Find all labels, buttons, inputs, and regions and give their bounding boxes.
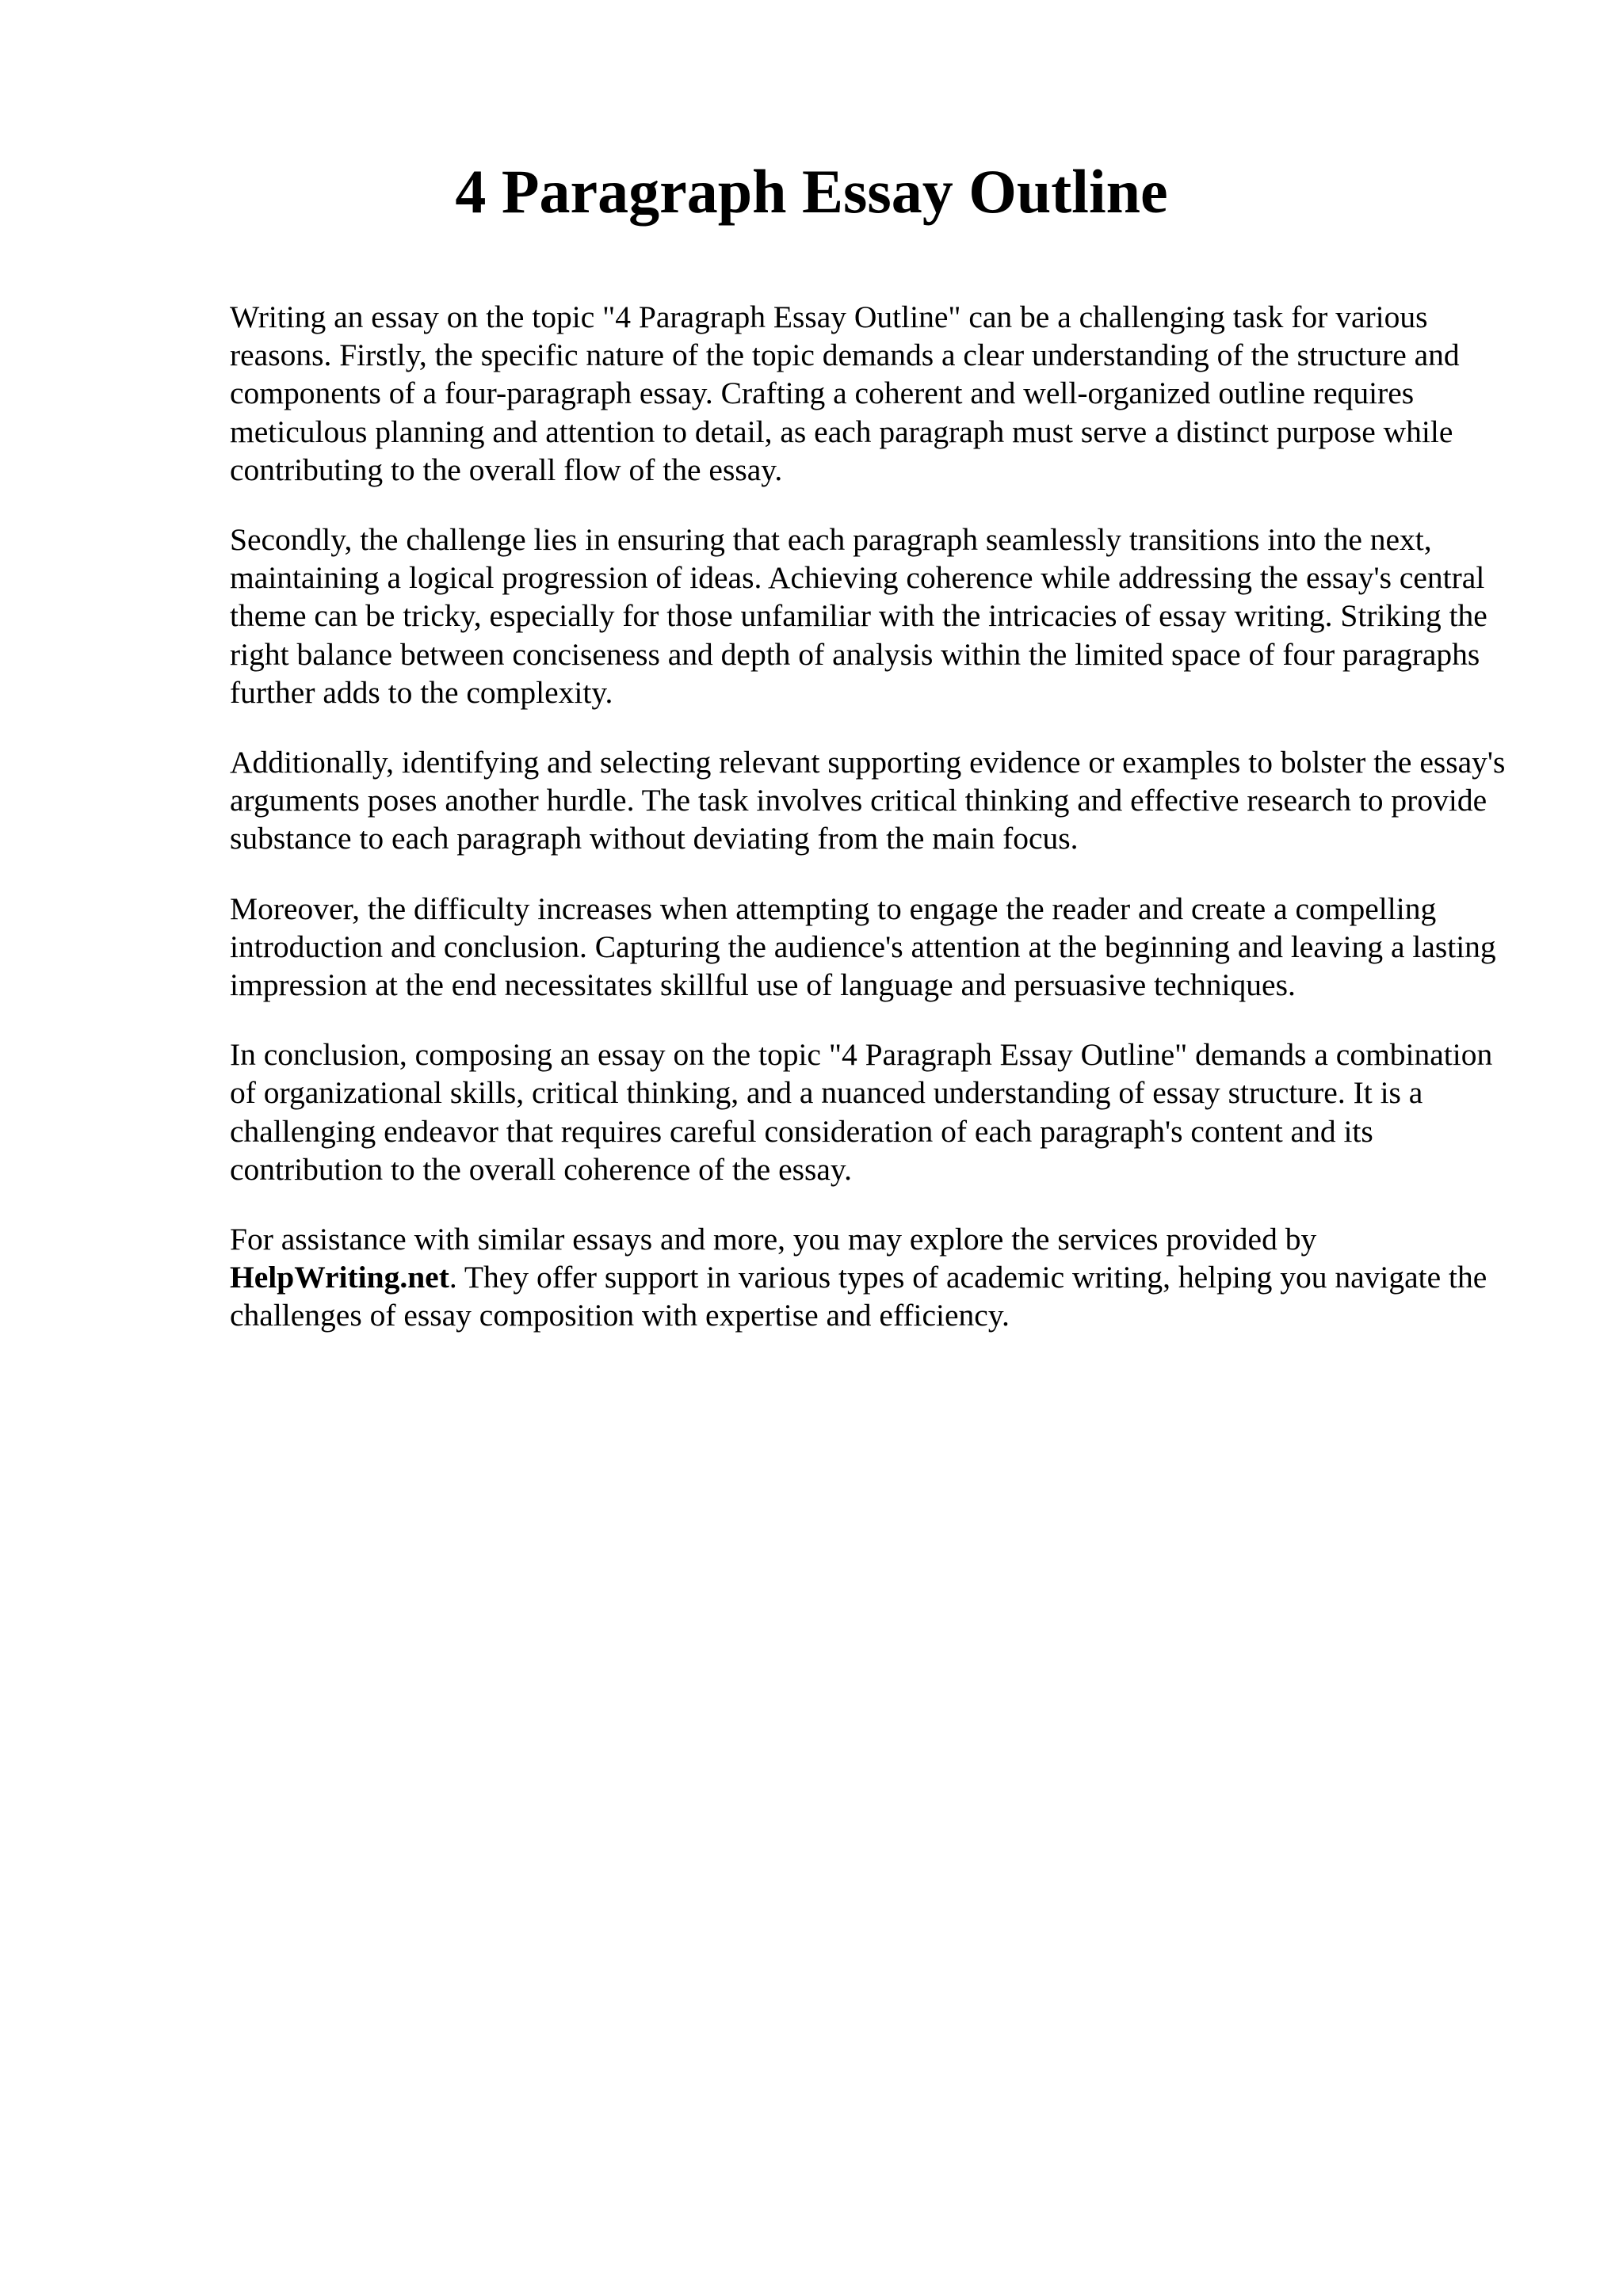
closing-text-before: For assistance with similar essays and more, you may explore the services provided by [230, 1222, 1317, 1257]
paragraph-5: In conclusion, composing an essay on the topic "4 Paragraph Essay Outline" demands a combination of organizational skills, critical thinking, and a nuanced understanding of essay structure. It is a challenging endeavor that requires careful consideration of each paragraph's content and its contribution to the overall coherence of the essay. [230, 1037, 1493, 1187]
paragraph-1: Writing an essay on the topic "4 Paragraph Essay Outline" can be a challenging task for various reasons. Firstly, the specific nature of the topic demands a clear understanding of the structure and components of a four-paragraph essay. Crafting a coherent and well-organized outline requires meticulous planning and attention to detail, as each paragraph must serve a distinct purpose while contributing to the overall flow of the essay. [230, 299, 1460, 487]
closing-paragraph [230, 1220, 1514, 1335]
paragraph-2: Secondly, the challenge lies in ensuring that each paragraph seamlessly transitions into the next, maintaining a logical progression of ideas. Achieving coherence while addressing the essay's central theme can be tricky, especially for those unfamiliar with the intricacies of essay writing. Striking the right balance between conciseness and depth of analysis within the limited space of four paragraphs further adds to the complexity. [230, 522, 1487, 710]
paragraph-4: Moreover, the difficulty increases when attempting to engage the reader and create a compelling introduction and conclusion. Capturing the audience's attention at the beginning and leaving a lasting impression at the end necessitates skillful use of language and persuasive techniques. [230, 891, 1496, 1003]
paragraph-3: Additionally, identifying and selecting relevant supporting evidence or examples to bolster the essay's arguments poses another hurdle. The task involves critical thinking and effective research to provide substance to each paragraph without deviating from the main focus. [230, 745, 1506, 856]
document-body [230, 298, 1514, 1367]
brand-name: HelpWriting.net [230, 1260, 449, 1295]
closing-text-after: . They offer support in various types of academic writing, helping you navigate the challenges of essay composition with expertise and efficiency. [230, 1260, 1487, 1333]
document-title: 4 Paragraph Essay Outline [455, 157, 1168, 226]
